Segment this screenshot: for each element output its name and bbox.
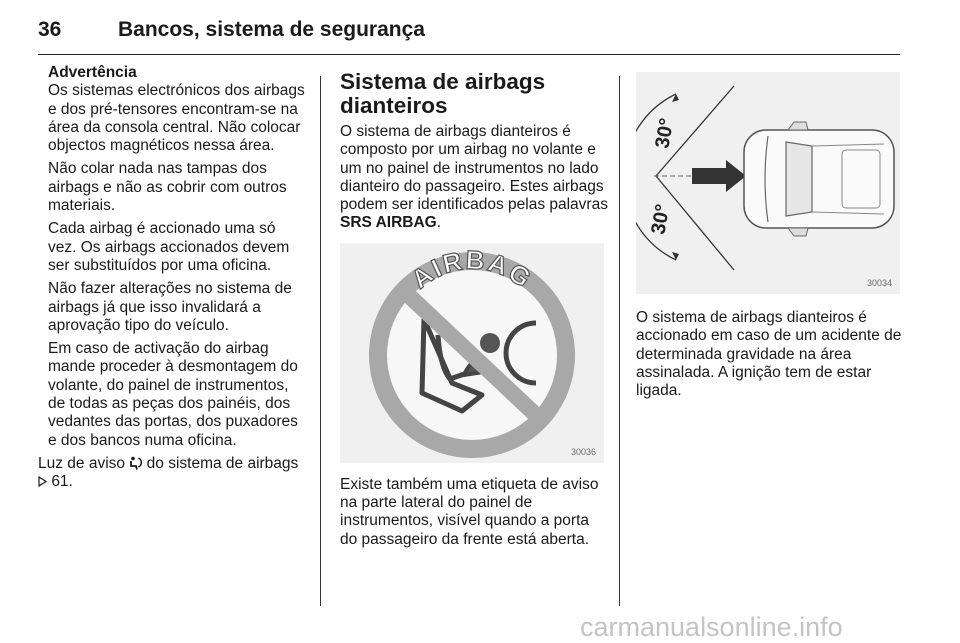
intro-end: .: [436, 214, 442, 232]
figure-code: 30034: [866, 278, 892, 288]
airbag-warning-icon: [129, 456, 142, 470]
watermark: carmanualsonline.info: [580, 612, 843, 642]
warning-paragraph: Em caso de activação do airbag mande proceder à desmontagem do volante, do painel de instrumentos, de todas as peças dos painéis, dos vedantes das portas, dos puxadores e dos bancos numa oficina.: [48, 340, 298, 449]
no-child-seat-airbag-icon: [340, 243, 604, 463]
page-header: [38, 14, 900, 55]
warning-box: [38, 64, 308, 450]
angle-bottom-label: 30°: [647, 202, 675, 237]
page-title: Bancos, sistema de segurança: [118, 18, 425, 41]
column-divider: [320, 76, 321, 606]
page-reference-icon: [38, 476, 47, 487]
section-heading: Sistema de airbags dianteiros: [340, 69, 546, 118]
intro-text: O sistema de airbags dianteiros é composto por um airbag no volante e um no painel de instrumentos no lado dianteiro do passageiro. Estes airbags podem ser identificados pelas palavras: [340, 123, 608, 214]
column-divider: [619, 76, 620, 606]
warning-paragraph: Não colar nada nas tampas dos airbags e não as cobrir com outros materiais.: [48, 160, 287, 215]
warning-light-label-end: do sistema de airbags: [146, 454, 299, 472]
label-location-text: Existe também uma etiqueta de aviso na parte lateral do painel de instrumentos, visível quando a porta do passageiro da frente está aberta.: [340, 475, 599, 548]
warning-paragraph: Os sistemas electrónicos dos airbags e dos pré-tensores encontram-se na área da consola central. Não colocar objectos magnéticos nessa área.: [48, 82, 305, 155]
column-right: [636, 64, 906, 405]
airbag-sign-figure: [340, 243, 604, 463]
airbag-sign-text: AIRBAG: [405, 244, 539, 295]
warning-title: Advertência: [48, 64, 137, 81]
page-reference[interactable]: 61.: [51, 473, 73, 491]
car-deployment-zone-diagram: [636, 72, 900, 294]
angle-top-label: 30°: [651, 116, 679, 151]
figure-code: 30036: [570, 446, 596, 457]
srs-airbag-label: SRS AIRBAG: [340, 214, 437, 232]
airbag-warning-light-text: [38, 455, 308, 492]
page-number: 36: [38, 18, 62, 41]
warning-light-label: Luz de aviso: [38, 454, 126, 472]
section-intro: [340, 123, 608, 233]
warning-paragraph: Não fazer alterações no sistema de airbags já que isso invalidará a aprovação tipo do veículo.: [48, 280, 292, 334]
deployment-zone-figure: [636, 72, 900, 294]
column-middle: [340, 64, 608, 554]
column-left: [38, 64, 308, 497]
deployment-text: O sistema de airbags dianteiros é accionado em caso de um acidente de determinada gravidade na área assinalada. A ignição tem de estar ligada.: [636, 309, 902, 400]
warning-paragraph: Cada airbag é accionado uma só vez. Os airbags accionados devem ser substituídos por uma oficina.: [48, 220, 290, 274]
